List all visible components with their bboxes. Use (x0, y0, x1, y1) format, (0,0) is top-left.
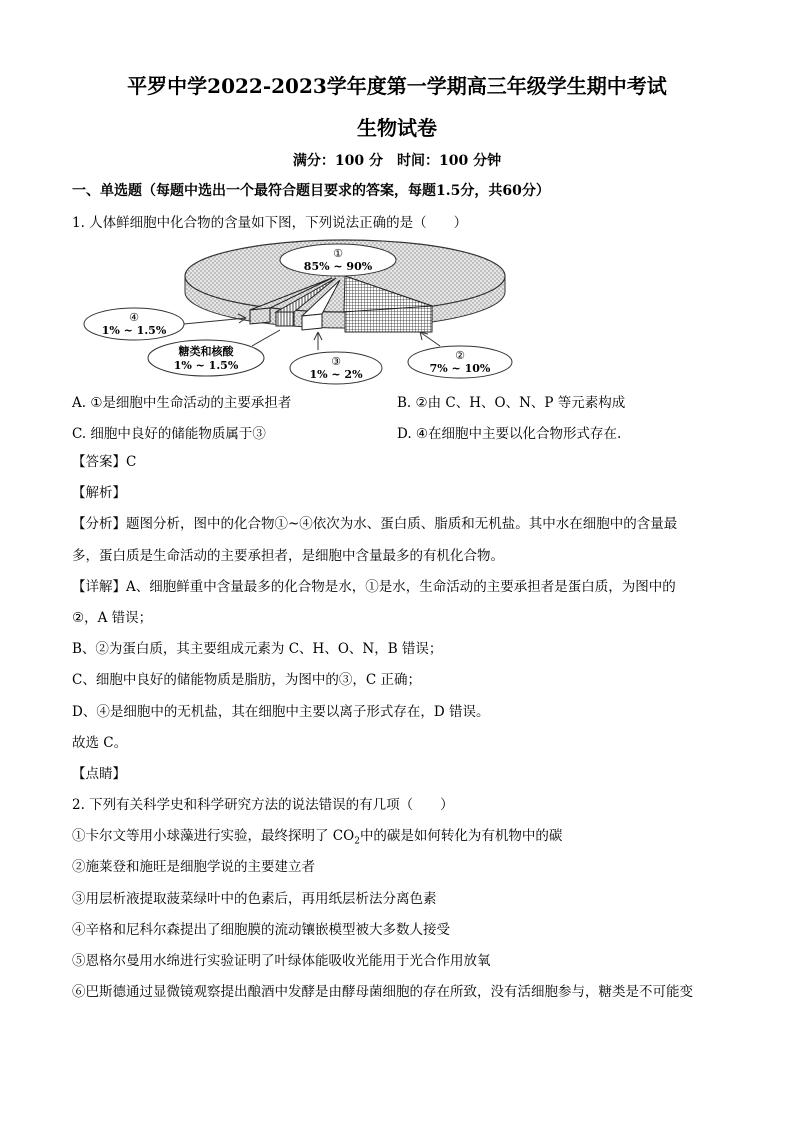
q1-detail-line-3: B、②为蛋白质，其主要组成元素为 C、H、O、N，B 错误； (72, 641, 443, 657)
section-heading: 一、单选题（每题中选出一个最符合题目要求的答案，每题1.5分，共60分） (72, 183, 550, 199)
q1-answer: 【答案】C (72, 454, 137, 470)
q2-item-1-part-a: ①卡尔文等用小球藻进行实验，最终探明了 CO (72, 828, 355, 844)
label-1-range: 85% ~ 90% (303, 260, 373, 273)
q1-detail-line-4: C、细胞中良好的储能物质是脂肪，为图中的③，C 正确； (72, 672, 421, 688)
q2-item-6: ⑥巴斯德通过显微镜观察提出酿酒中发酵是由酵母菌细胞的存在所致，没有活细胞参与，糖类是不可能变 (72, 984, 693, 1000)
label-3-range: 1% ~ 2% (309, 368, 363, 381)
compound-content-pie-figure (82, 236, 532, 386)
q2-item-4: ④辛格和尼科尔森提出了细胞膜的流动镶嵌模型被大多数人接受 (72, 922, 450, 938)
label-2-number: ② (455, 349, 465, 362)
q1-analysis-line-2: 多，蛋白质是生命活动的主要承担者，是细胞中含量最多的有机化合物。 (72, 548, 504, 564)
exam-title: 平罗中学2022-2023学年度第一学期高三年级学生期中考试 (127, 74, 667, 98)
exam-subject: 生物试卷 (357, 116, 437, 140)
q1-stem: 1. 人体鲜细胞中化合物的含量如下图，下列说法正确的是（ ） (72, 215, 468, 231)
label-4-number: ④ (129, 311, 139, 324)
slice-inorganic (250, 308, 270, 324)
q1-detail-line-2: ②，A 错误； (72, 610, 153, 626)
label-2-range: 7% ~ 10% (429, 362, 491, 375)
label-3-number: ③ (331, 355, 341, 368)
label-4-range: 1% ~ 1.5% (101, 324, 167, 337)
q1-option-d: D. ④在细胞中主要以化合物形式存在. (397, 426, 622, 442)
q1-detail-line-5: D、④是细胞中的无机盐，其在细胞中主要以离子形式存在，D 错误。 (72, 704, 490, 720)
q1-conclusion: 故选 C。 (72, 735, 128, 751)
q2-item-1-part-b: 中的碳是如何转化为有机物中的碳 (359, 828, 563, 844)
q1-option-a: A. ①是细胞中生命活动的主要承担者 (72, 395, 292, 411)
q2-item-1 (72, 827, 562, 851)
slice-sugar-nucleic (276, 312, 294, 326)
label-5-name: 糖类和核酸 (178, 345, 234, 358)
slice-lipid (302, 314, 322, 330)
q1-comment-label: 【点睛】 (72, 766, 126, 782)
q1-detail-line-1: 【详解】A、细胞鲜重中含量最多的化合物是水，①是水，生命活动的主要承担者是蛋白质，为图中的 (72, 579, 676, 595)
q2-item-5: ⑤恩格尔曼用水绵进行实验证明了叶绿体能吸收光能用于光合作用放氧 (72, 953, 491, 969)
label-1-number: ① (333, 247, 343, 260)
q2-stem: 2. 下列有关科学史和科学研究方法的说法错误的有几项（ ） (72, 797, 454, 813)
label-4-arrow (184, 318, 246, 324)
q1-analysis-line-1: 【分析】题图分析，图中的化合物①~④依次为水、蛋白质、脂质和无机盐。其中水在细胞中的含量最 (72, 516, 678, 532)
q2-item-3: ③用层析液提取菠菜绿叶中的色素后，再用纸层析法分离色素 (72, 891, 437, 907)
label-2-arrow (420, 332, 440, 346)
q1-analysis-label: 【解析】 (72, 485, 126, 501)
q2-item-1-subscript: 2 (354, 836, 360, 847)
label-5-range: 1% ~ 1.5% (173, 359, 239, 372)
exam-meta: 满分：100 分 时间：100 分钟 (292, 153, 502, 169)
label-5-arrow (252, 330, 280, 346)
q1-option-b: B. ②由 C、H、O、N、P 等元素构成 (397, 395, 626, 411)
q2-item-2: ②施莱登和施旺是细胞学说的主要建立者 (72, 859, 315, 875)
q1-option-c: C. 细胞中良好的储能物质属于③ (72, 426, 266, 442)
